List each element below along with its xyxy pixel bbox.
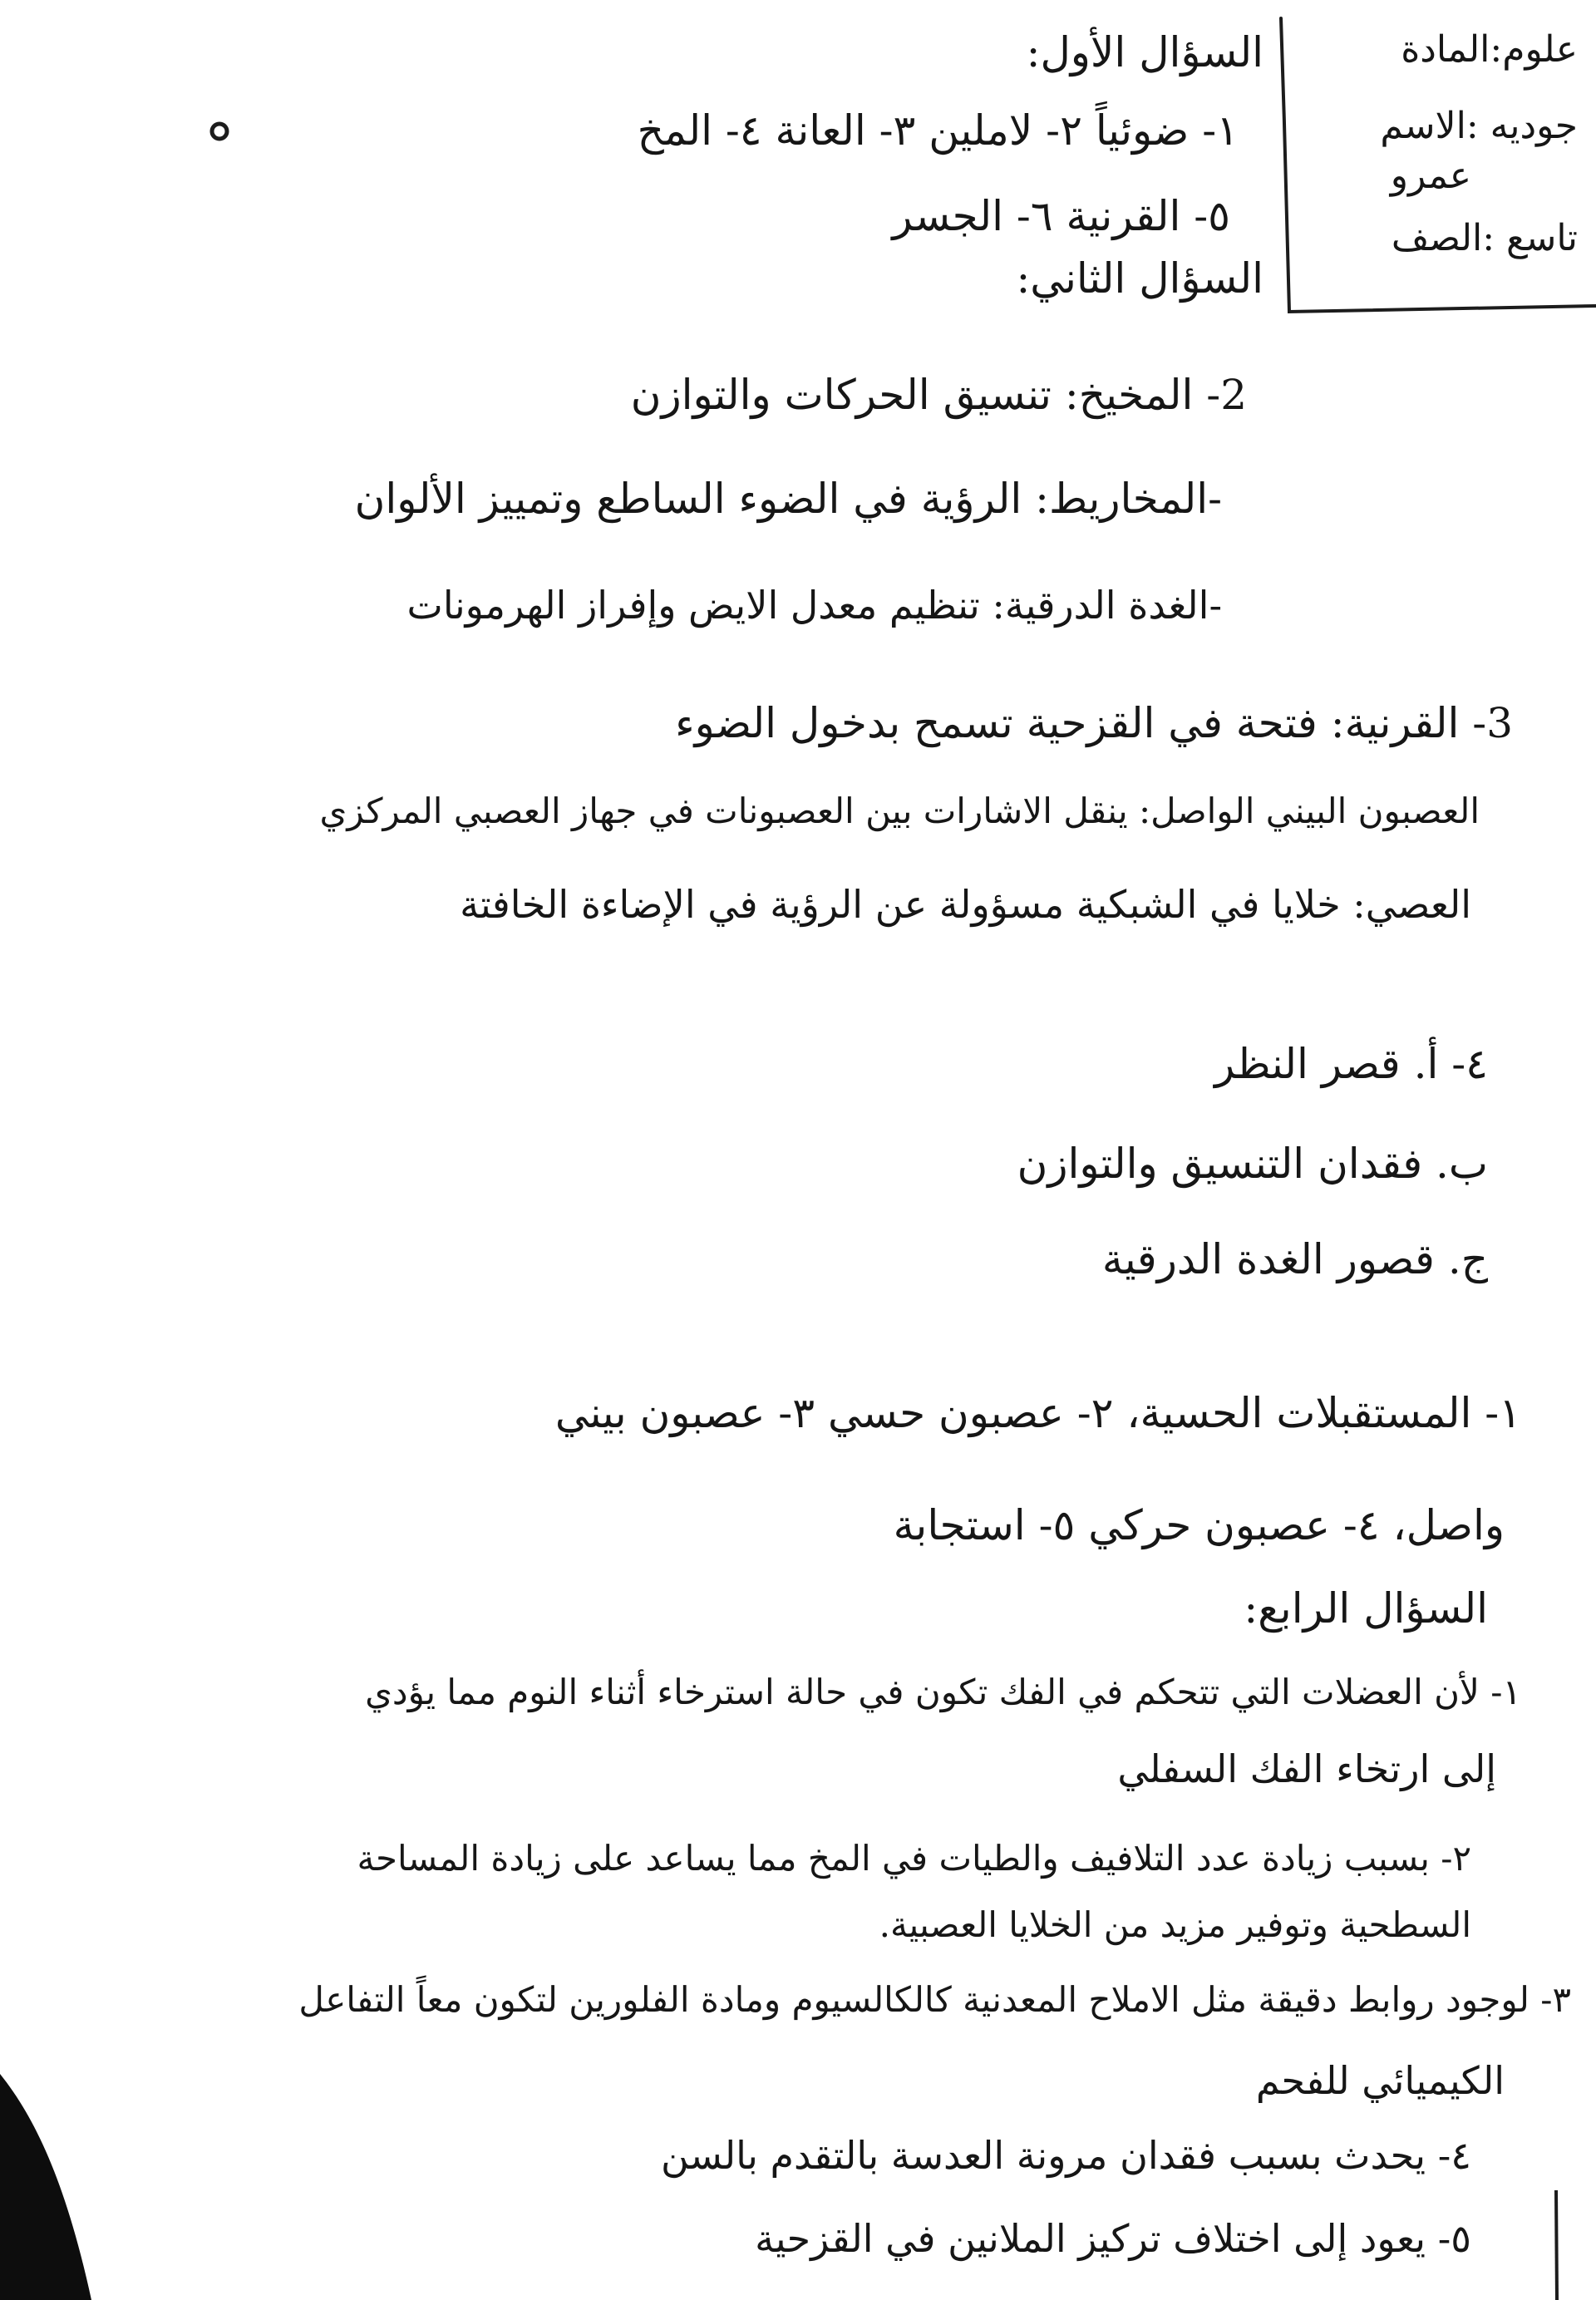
q2-answer-cones: -المخاريط: الرؤية في الضوء الساطع وتمييز الألوان — [354, 475, 1222, 523]
q4-answer-3-line-1: ٣- لوجود روابط دقيقة مثل الاملاح المعدنية كالكالسيوم ومادة الفلورين لتكون معاً التفاعل — [298, 1979, 1571, 2020]
margin-line — [1556, 2190, 1557, 2300]
q1-answers-line-1: ١- ضوئياً ٢- لاملين ٣- العانة ٤- المخ — [637, 106, 1239, 155]
q4-answer-5: ٥- يعود إلى اختلاف تركيز الملانين في القزحية — [755, 2216, 1471, 2261]
q4-answer-2-line-2: السطحية وتوفير مزيد من الخلايا العصبية. — [879, 1904, 1471, 1945]
q2-answer-cerebellum: 2- المخيخ: تنسيق الحركات والتوازن — [630, 371, 1247, 419]
q3-answers-line-2: واصل، ٤- عصبون حركي ٥- استجابة — [893, 1501, 1505, 1549]
q4-answer-2-line-1: ٢- بسبب زيادة عدد التلافيف والطيات في المخ مما يساعد على زيادة المساحة — [357, 1838, 1471, 1879]
q4-answer-1-line-2: إلى ارتخاء الفك السفلي — [1117, 1746, 1496, 1791]
q4-title: السؤال الرابع: — [1244, 1584, 1488, 1633]
circle-mark — [212, 124, 227, 139]
q2-answer-4c: ج. قصور الغدة الدرقية — [1101, 1235, 1488, 1283]
q4-answer-4: ٤- يحدث بسبب فقدان مرونة العدسة بالتقدم بالسن — [661, 2133, 1471, 2178]
q2-answer-cornea: 3- القرنية: فتحة في القزحية تسمح بدخول الضوء — [675, 699, 1513, 747]
q3-answers-line-1: ١- المستقبلات الحسية، ٢- عصبون حسي ٣- عصبون بيني — [554, 1389, 1521, 1437]
scan-shadow — [0, 2074, 91, 2300]
q1-title: السؤال الأول: — [1026, 28, 1264, 76]
class-label: تاسع :الصف — [1391, 217, 1578, 259]
student-name-continuation: عمرو — [1390, 155, 1471, 197]
q1-answers-line-2: ٥- القرنية ٦- الجسر — [892, 192, 1230, 240]
subject-label: علوم:المادة — [1401, 28, 1578, 71]
student-name-label: جوديه :الاسم — [1380, 105, 1578, 147]
q2-answer-thyroid: -الغدة الدرقية: تنظيم معدل الايض وإفراز الهرمونات — [406, 583, 1222, 628]
q2-answer-rods: العصي: خلايا في الشبكية مسؤولة عن الرؤية في الإضاءة الخافتة — [460, 882, 1471, 927]
q2-answer-4a: ٤- أ. قصر النظر — [1214, 1040, 1488, 1088]
q4-answer-3-line-2: الكيميائي للفحم — [1255, 2058, 1505, 2103]
q2-answer-interneuron: العصبون البيني الواصل: ينقل الاشارات بين العصبونات في جهاز العصبي المركزي — [319, 790, 1480, 831]
q2-title: السؤال الثاني: — [1016, 254, 1264, 303]
q2-answer-4b: ب. فقدان التنسيق والتوازن — [1017, 1140, 1488, 1188]
q4-answer-1-line-1: ١- لأن العضلات التي تتحكم في الفك تكون في حالة استرخاء أثناء النوم مما يؤدي — [365, 1672, 1521, 1712]
